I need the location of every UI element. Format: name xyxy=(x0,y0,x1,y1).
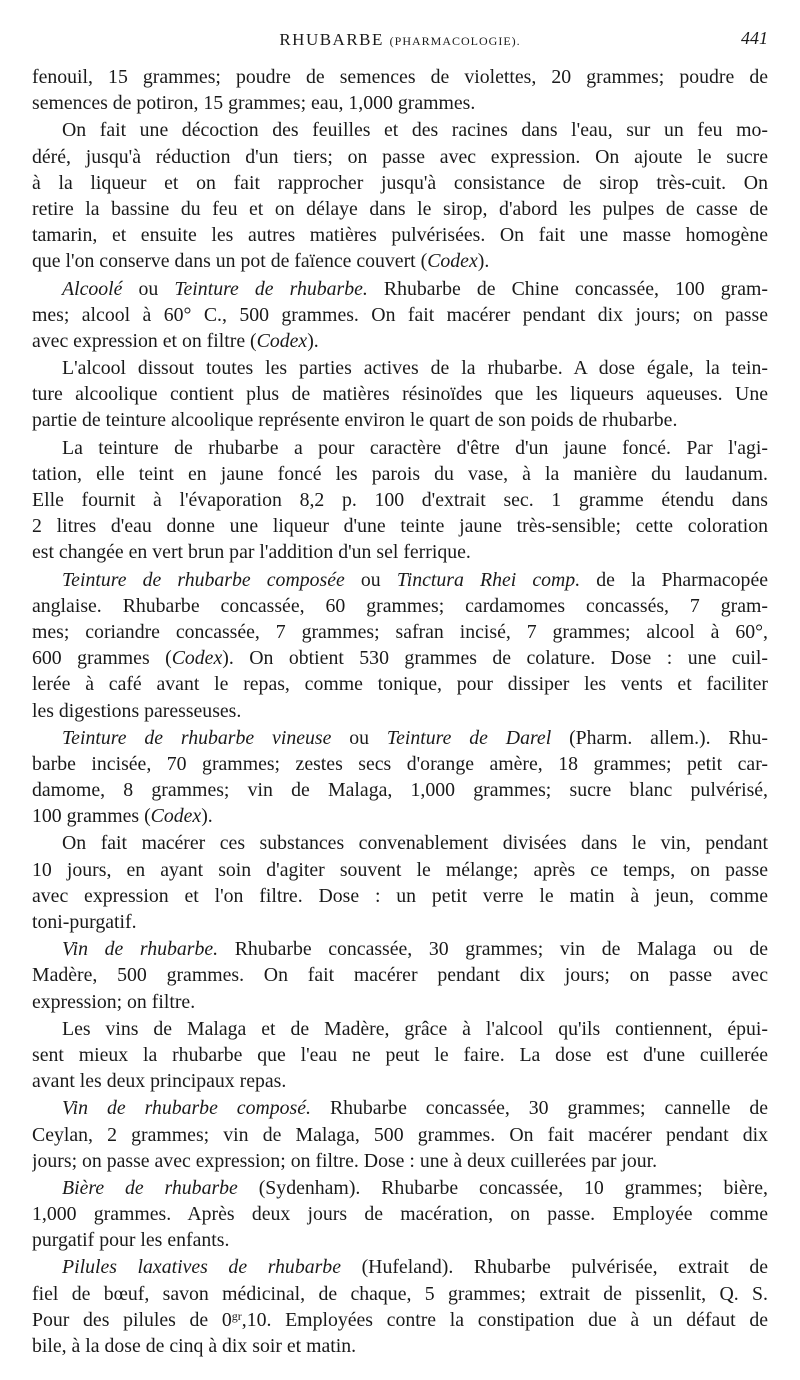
text-span: Pour des pilules de 0 xyxy=(32,1308,232,1331)
text-line xyxy=(32,1175,768,1201)
entry-title: Vin de rhubarbe. xyxy=(62,938,219,961)
citation-codex: Codex xyxy=(150,805,202,828)
paragraph-teinture-vineuse xyxy=(32,725,768,830)
text-line: jours; on passe avec expression; on filtre. Dose : une à deux cuillerées par jour. xyxy=(32,1149,658,1172)
paragraph-continuation xyxy=(32,64,768,116)
paragraph-pilules xyxy=(32,1254,768,1359)
text-line xyxy=(32,276,768,302)
entry-title: Teinture de rhubarbe vineuse xyxy=(62,726,332,749)
paragraph-alcoole xyxy=(32,276,768,355)
page-number: 441 xyxy=(741,28,768,48)
text-line: à la liqueur et on fait rapprocher jusqu'à consistance de sirop très-cuit. On xyxy=(32,171,768,194)
text-line: expression; on filtre. xyxy=(32,990,196,1013)
text-line: Madère, 500 grammes. On fait macérer pendant dix jours; on passe avec xyxy=(32,964,768,987)
text-span: ). On obtient 530 grammes de colature. Dose : une cuil- xyxy=(222,647,768,670)
paragraph-vin-rhubarbe xyxy=(32,936,768,1015)
text-line: avant les deux principaux repas. xyxy=(32,1070,287,1093)
text-line: 2 litres d'eau donne une liqueur d'une teinte jaune très-sensible; cette coloration xyxy=(32,515,768,538)
text-line: Ceylan, 2 grammes; vin de Malaga, 500 grammes. On fait macérer pendant dix xyxy=(32,1123,768,1146)
text-line: tamarin, et ensuite les autres matières pulvérisées. On fait une masse homogène xyxy=(32,224,768,247)
text-line xyxy=(32,645,768,671)
paragraph-teinture-composee xyxy=(32,567,768,724)
text-span: ). xyxy=(477,250,490,273)
text-line: est changée en vert brun par l'addition d'un sel ferrique. xyxy=(32,541,471,564)
text-line: barbe incisée, 70 grammes; zestes secs d'orange amère, 18 grammes; petit car- xyxy=(32,752,768,775)
paragraph-alcool-dissout xyxy=(32,355,768,434)
text-span: avec expression et on filtre ( xyxy=(32,329,257,352)
text-line: tation, elle teint en jaune foncé les parois du vase, à la manière du laudanum. xyxy=(32,462,768,485)
text-line xyxy=(32,1307,768,1333)
text-span: de la Pharmacopée xyxy=(580,568,768,591)
page-header xyxy=(32,24,768,64)
text-line: sent mieux la rhubarbe que l'eau ne peut le faire. La dose est d'une cuillerée xyxy=(32,1043,768,1066)
text-line: damome, 8 grammes; vin de Malaga, 1,000 grammes; sucre blanc pulvérisé, xyxy=(32,779,768,802)
text-line xyxy=(32,725,768,751)
citation-codex: Codex xyxy=(427,250,478,273)
entry-title: Alcoolé xyxy=(62,277,123,300)
text-line: On fait macérer ces substances convenablement divisées dans le vin, pendant xyxy=(62,832,768,855)
running-title-main: RHUBARBE xyxy=(279,30,384,49)
paragraph-vins-malaga xyxy=(32,1016,768,1095)
text-line xyxy=(32,567,768,593)
paragraph-biere xyxy=(32,1175,768,1254)
text-line: bile, à la dose de cinq à dix soir et matin. xyxy=(32,1335,357,1357)
running-title-subtitle: (PHARMACOLOGIE). xyxy=(389,34,521,48)
running-title xyxy=(32,30,768,50)
entry-title: Tinctura Rhei comp. xyxy=(396,568,581,591)
paragraph-decoction xyxy=(32,117,768,274)
text-span: ou xyxy=(331,726,387,749)
text-line: déré, jusqu'à réduction d'un tiers; on passe avec expression. On ajoute le sucre xyxy=(32,145,768,168)
text-span: (Pharm. allem.). Rhu- xyxy=(551,726,768,749)
text-line: La teinture de rhubarbe a pour caractère d'être d'un jaune foncé. Par l'agi- xyxy=(62,436,768,459)
entry-title: Teinture de Darel xyxy=(386,726,552,749)
entry-title: Pilules laxatives de rhubarbe xyxy=(62,1256,341,1279)
text-span: ). xyxy=(201,805,213,828)
text-line: Elle fournit à l'évaporation 8,2 p. 100 d'extrait sec. 1 gramme étendu dans xyxy=(32,489,768,511)
text-line: 1,000 grammes. Après deux jours de macération, on passe. Employée comme xyxy=(32,1203,768,1226)
text-line xyxy=(32,936,768,962)
text-line xyxy=(32,1095,768,1121)
citation-codex: Codex xyxy=(256,329,308,352)
text-line: fiel de bœuf, savon médicinal, de chaque, 5 grammes; extrait de pissenlit, Q. S. xyxy=(32,1282,768,1305)
text-span: ). xyxy=(307,329,319,352)
text-line xyxy=(32,328,768,354)
text-line: avec expression et l'on filtre. Dose : un petit verre le matin à jeun, comme xyxy=(32,884,768,907)
text-line: les digestions paresseuses. xyxy=(32,699,242,722)
text-line: mes; coriandre concassée, 7 grammes; safran incisé, 7 grammes; alcool à 60°, xyxy=(32,620,768,643)
text-line: anglaise. Rhubarbe concassée, 60 grammes; cardamomes concassés, 7 gram- xyxy=(32,594,768,617)
text-span: 600 grammes ( xyxy=(32,647,172,670)
paragraph-teinture-caractere xyxy=(32,435,768,566)
text-line: lerée à café avant le repas, comme tonique, pour dissiper les vents et faciliter xyxy=(32,673,768,696)
text-line: fenouil, 15 grammes; poudre de semences de violettes, 20 grammes; poudre de xyxy=(32,66,768,88)
text-span: (Hufeland). Rhubarbe pulvérisée, extrait de xyxy=(340,1256,768,1279)
text-line: Les vins de Malaga et de Madère, grâce à l'alcool qu'ils contiennent, épui- xyxy=(62,1017,768,1040)
text-span: que l'on conserve dans un pot de faïence couvert ( xyxy=(32,250,428,273)
text-span: Rhubarbe concassée, 30 grammes; vin de Malaga ou de xyxy=(218,938,768,961)
paragraph-maceration xyxy=(32,830,768,935)
text-span: (Sydenham). Rhubarbe concassée, 10 grammes; bière, xyxy=(237,1176,768,1199)
unit-superscript: gr xyxy=(231,1308,242,1323)
text-line: purgatif pour les enfants. xyxy=(32,1229,230,1252)
text-span: Rhubarbe concassée, 30 grammes; cannelle de xyxy=(310,1097,768,1120)
text-span: Rhubarbe de Chine concassée, 100 gram- xyxy=(367,277,768,300)
text-line xyxy=(32,803,768,829)
citation-codex: Codex xyxy=(171,647,223,670)
text-line: toni-purgatif. xyxy=(32,911,137,933)
text-line: ture alcoolique contient plus de matières résinoïdes que les liqueurs aqueuses. Une xyxy=(32,383,768,406)
entry-title: Bière de rhubarbe xyxy=(62,1176,238,1199)
text-span: ou xyxy=(122,277,175,300)
text-line: partie de teinture alcoolique représente environ le quart de son poids de rhubarbe. xyxy=(32,409,678,432)
paragraph-vin-compose xyxy=(32,1095,768,1174)
text-span: ,10. Employées contre la constipation due à un défaut de xyxy=(241,1308,768,1331)
text-line: L'alcool dissout toutes les parties actives de la rhubarbe. A dose égale, la tein- xyxy=(62,357,768,380)
page-body xyxy=(32,64,768,1359)
text-line: mes; alcool à 60° C., 500 grammes. On fait macérer pendant dix jours; on passe xyxy=(32,303,768,326)
entry-title: Vin de rhubarbe composé. xyxy=(62,1097,311,1120)
text-line xyxy=(32,1254,768,1280)
entry-title: Teinture de rhubarbe composée xyxy=(62,568,345,591)
text-span: ou xyxy=(344,568,397,591)
text-line: 10 jours, en ayant soin d'agiter souvent le mélange; après ce temps, on passe xyxy=(32,858,768,881)
text-line xyxy=(32,248,768,274)
entry-title: Teinture de rhubarbe. xyxy=(174,277,368,300)
text-line: retire la bassine du feu et on délaye dans le sirop, d'abord les pulpes de casse de xyxy=(32,197,768,220)
text-line: On fait une décoction des feuilles et des racines dans l'eau, sur un feu mo- xyxy=(62,119,768,142)
text-span: 100 grammes ( xyxy=(32,805,151,828)
text-line: semences de potiron, 15 grammes; eau, 1,000 grammes. xyxy=(32,92,476,115)
